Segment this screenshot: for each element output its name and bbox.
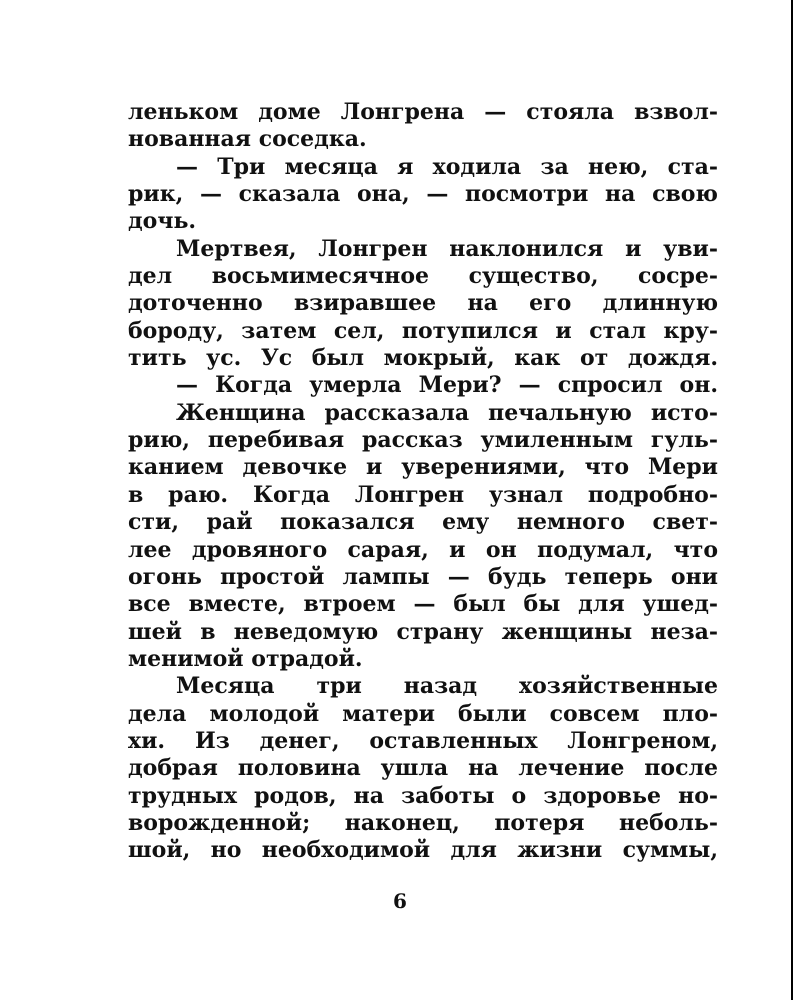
text-line: все вместе, втроем — был бы для ушед- [128,591,718,618]
page-body-text [128,99,718,865]
text-line: доточенно взиравшее на его длинную [128,290,718,317]
text-line: рик, — сказала она, — посмотри на свою [128,181,718,208]
text-line: — Три месяца я ходила за нею, ста- [176,153,718,180]
text-line: Женщина рассказала печальную исто- [176,399,718,426]
text-line: шой, но необходимой для жизни суммы, [128,837,718,864]
text-line: бороду, затем сел, потупился и стал кру- [128,317,718,344]
text-line: рию, перебивая рассказ умиленным гуль- [128,427,718,454]
text-line: огонь простой лампы — будь теперь они [128,563,718,590]
page-number: 6 [393,889,407,913]
text-line: Мертвея, Лонгрен наклонился и уви- [176,235,718,262]
text-line: леньком доме Лонгрена — стояла взвол- [128,99,718,125]
text-line: дел восьмимесячное существо, сосре- [128,263,718,290]
text-line: в раю. Когда Лонгрен узнал подробно- [128,481,718,508]
text-line: добрая половина ушла на лечение после [128,755,718,782]
text-line: шей в неведомую страну женщины неза- [128,618,718,645]
scan-edge-divider [791,0,793,1000]
text-line: канием девочке и уверениями, что Мери [128,454,718,481]
text-line: менимой отрадой. [128,645,363,672]
text-line: ворожденной; наконец, потеря неболь- [128,809,718,836]
text-line: Месяца три назад хозяйственные [176,673,718,700]
text-line: сти, рай показался ему немного свет- [128,509,718,536]
text-line: трудных родов, на заботы о здоровье но- [128,782,718,809]
text-line: нованная соседка. [128,126,367,153]
text-line: тить ус. Ус был мокрый, как от дождя. [128,345,718,372]
text-line: дела молодой матери были совсем пло- [128,700,718,727]
text-line: дочь. [128,208,197,235]
text-line: лее дровяного сарая, и он подумал, что [128,536,718,563]
text-line: хи. Из денег, оставленных Лонгреном, [128,727,718,754]
text-line: — Когда умерла Мери? — спросил он. [176,372,718,399]
